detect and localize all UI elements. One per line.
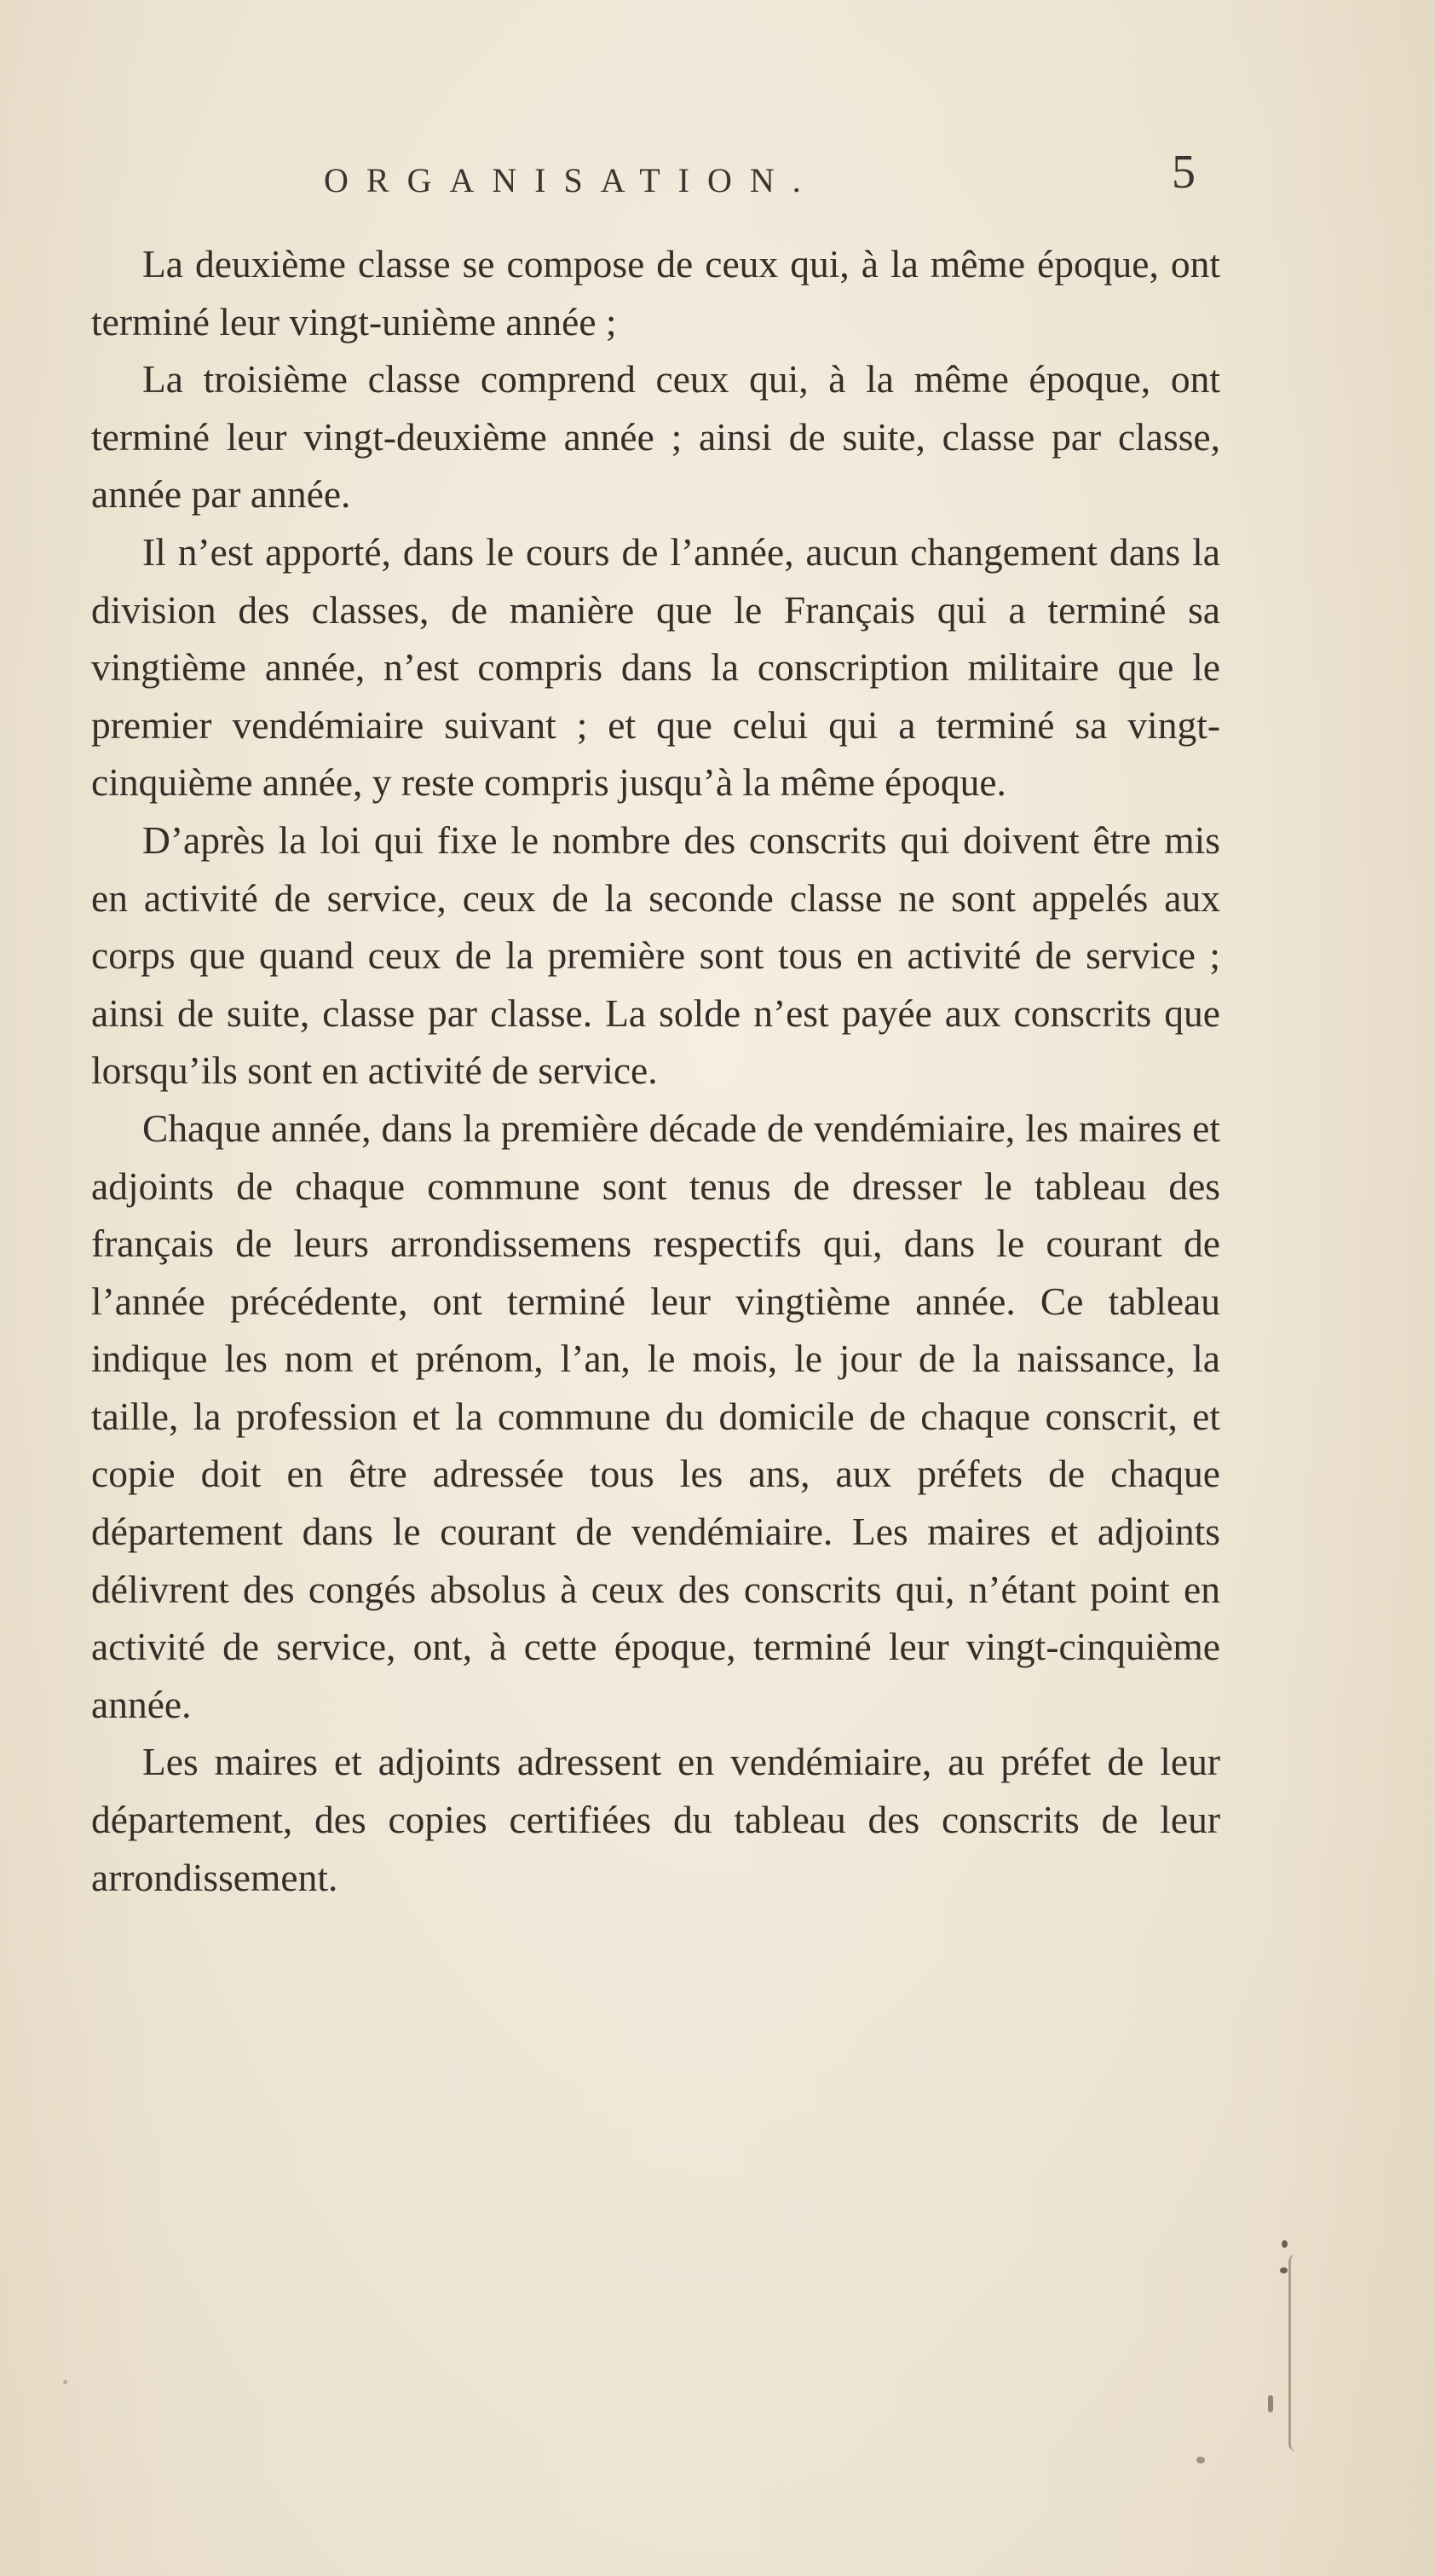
- page-number: 5: [1172, 146, 1196, 199]
- paragraph: La troisième classe comprend ceux qui, à la même époque, ont terminé leur vingt-deuxième année ; ainsi de suite, classe par classe, année par année.: [91, 357, 1220, 517]
- ink-speck: [1280, 2267, 1288, 2273]
- ink-speck: [63, 2380, 67, 2384]
- ink-speck: [1282, 2240, 1288, 2248]
- paragraph: Les maires et adjoints adressent en vendémiaire, au préfet de leur département, des copies certifiées du tableau des conscrits de leur arrondissement.: [91, 1740, 1220, 1899]
- paragraph: D’après la loi qui fixe le nombre des conscrits qui doivent être mis en activité de service, ceux de la seconde classe ne sont appelés aux corps que quand ceux de la première sont tous en activité de service ; ainsi de suite, classe par classe. La solde n’est payée aux conscrits que lorsqu’ils sont en activité de service.: [91, 817, 1220, 1093]
- paragraph: La deuxième classe se compose de ceux qui, à la même époque, ont terminé leur vingt-unième année ;: [91, 242, 1220, 344]
- ink-speck: [1196, 2457, 1205, 2463]
- paragraph: Chaque année, dans la première décade de vendémiaire, les maires et adjoints de chaque commune sont tenus de dresser le tableau des français de leurs arrondissemens respectifs qui, dans le courant de l’année précédente, ont terminé leur vingtième année. Ce tableau indique les nom et prénom, l’an, le mois, le jour de la naissance, la taille, la profession et la commune du domicile de chaque conscrit, et copie doit en être adressée tous les ans, aux préfets de chaque département dans le courant de vendémiaire. Les maires et adjoints délivrent des congés absolus à ceux des conscrits qui, n’étant point en activité de service, ont, à cette époque, terminé leur vingt-cinquième année.: [91, 1106, 1220, 1726]
- ink-speck: [1268, 2395, 1273, 2412]
- margin-mark: [1288, 2255, 1303, 2451]
- running-head: ORGANISATION.: [324, 161, 819, 199]
- body-text: [91, 235, 1220, 1906]
- paragraph: Il n’est apporté, dans le cours de l’année, aucun changement dans la division des classes, de manière que le Français qui a terminé sa vingtième année, n’est compris dans la conscription militaire que le premier vendémiaire suivant ; et que celui qui a terminé sa vingt-cinquième année, y reste compris jusqu’à la même époque.: [91, 529, 1220, 805]
